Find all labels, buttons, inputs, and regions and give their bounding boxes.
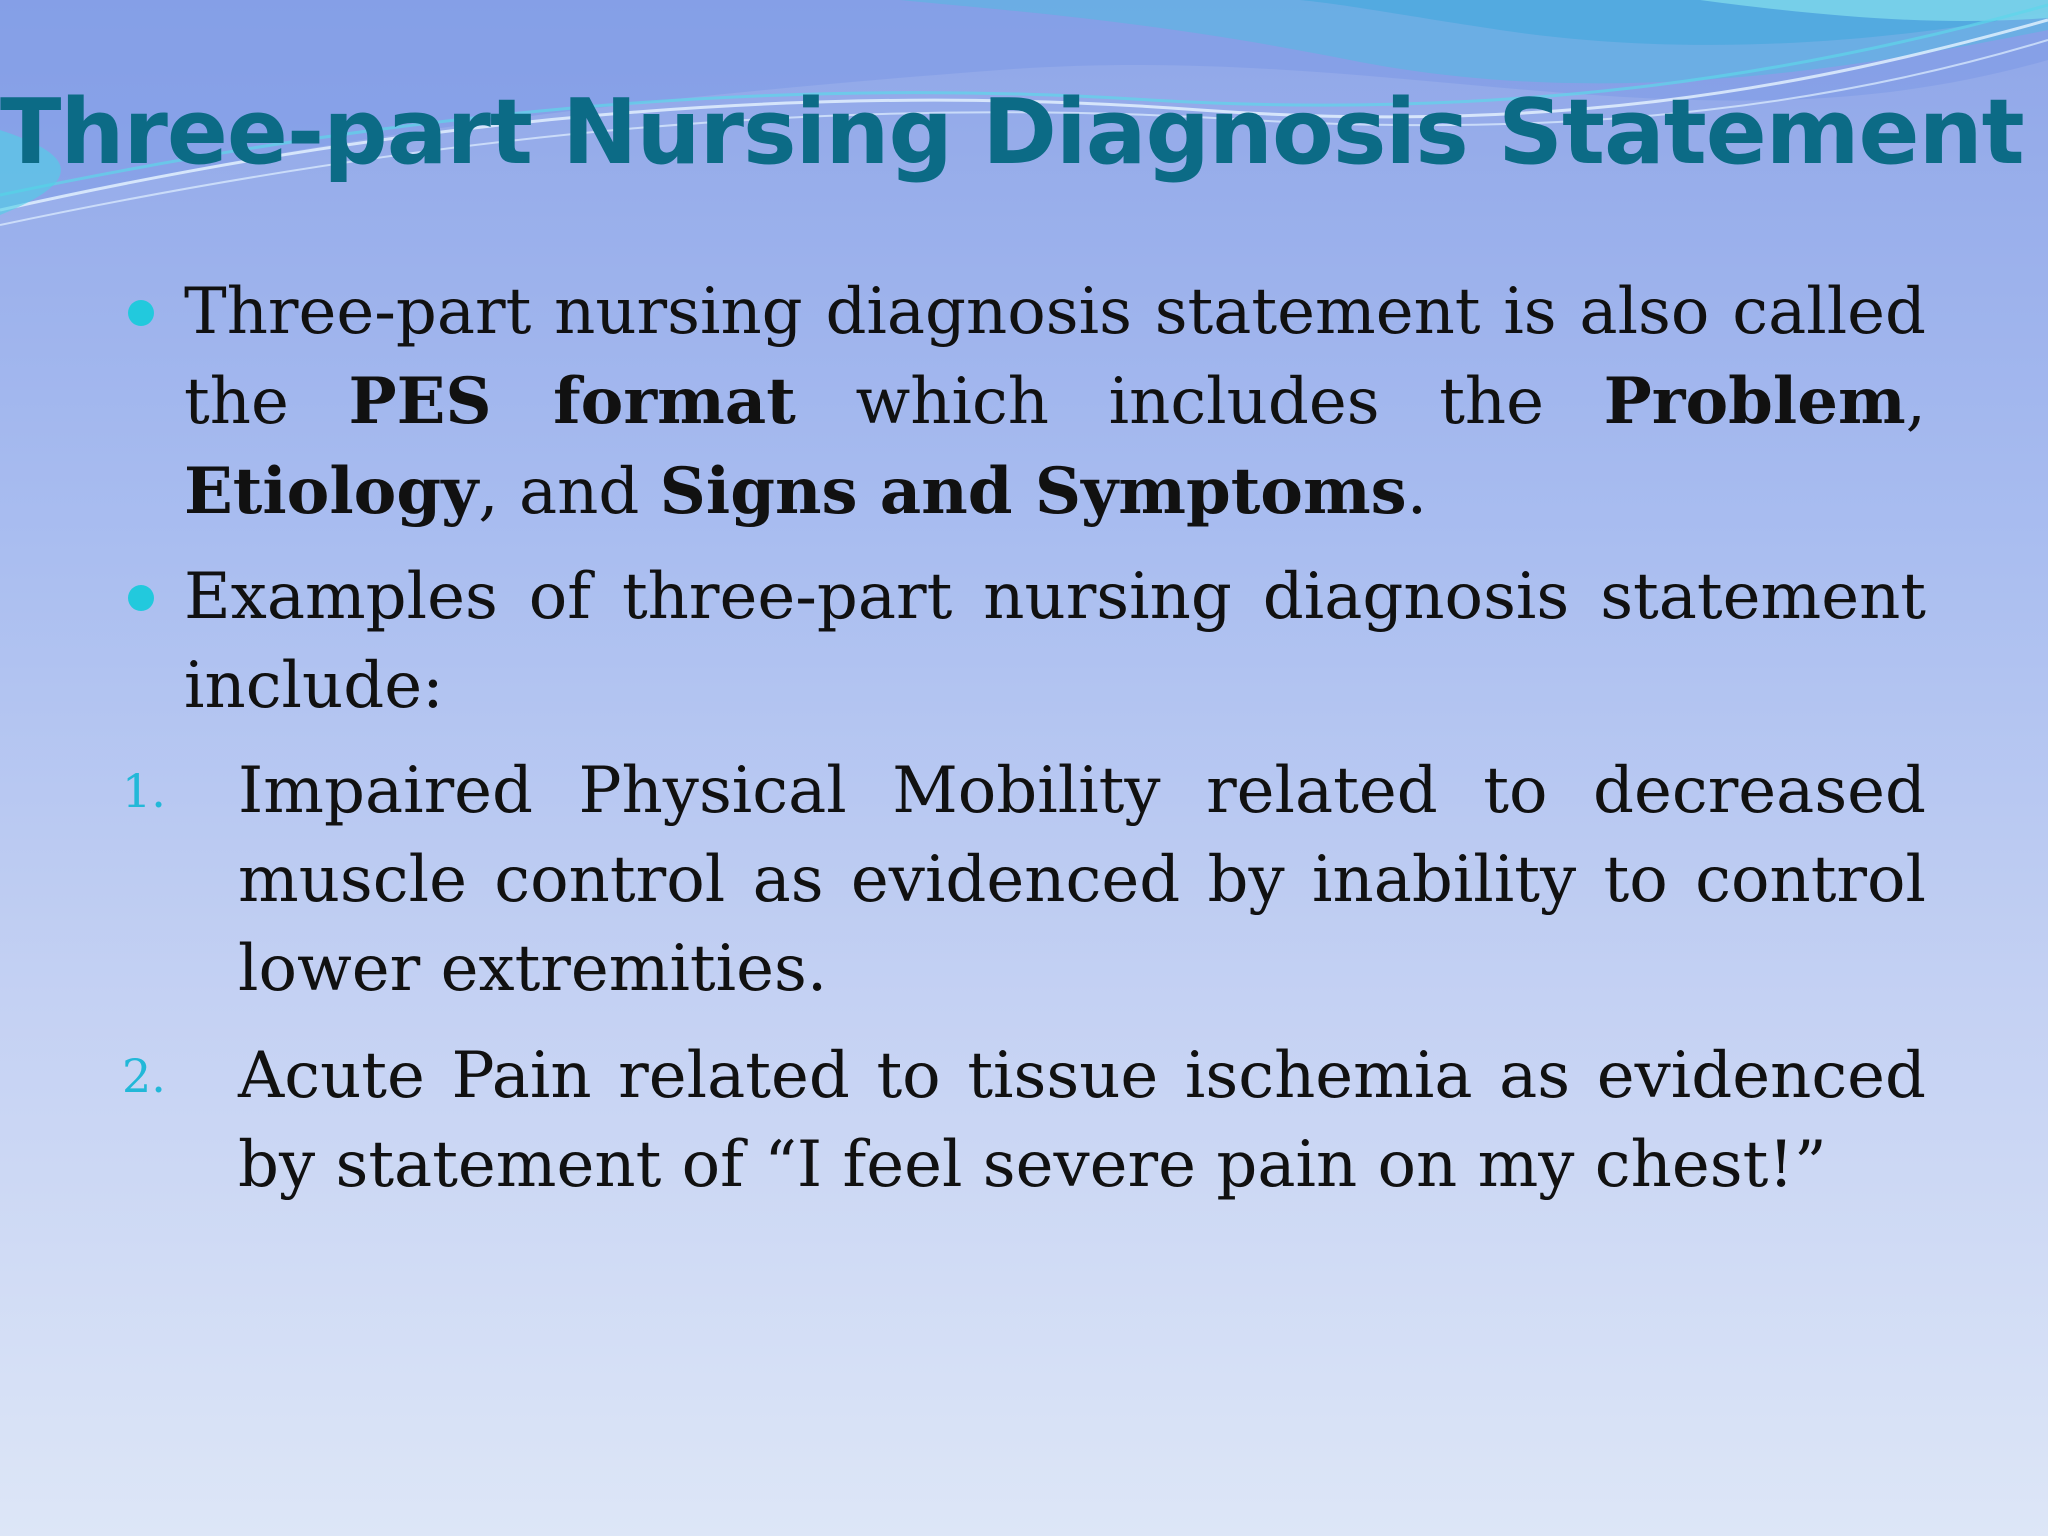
bullet-text (184, 275, 1926, 529)
bullet-icon (128, 300, 154, 326)
text-segment: , (1905, 365, 1927, 439)
item-number: 1. (122, 764, 166, 818)
bullet-item (120, 268, 1926, 537)
bold-term-problem: Problem (1603, 364, 1906, 439)
bullet-text: Examples of three-part nursing diagnosis statement include: (184, 560, 1926, 723)
numbered-item-text: Acute Pain related to tissue ischemia as evidenced by statement of “I feel severe pain on my chest!” (238, 1039, 1926, 1202)
slide-title: Three-part Nursing Diagnosis Statement (0, 80, 2024, 185)
numbered-item-text: Impaired Physical Mobility related to decreased muscle control as evidenced by inability to control lower extremities. (238, 754, 1926, 1006)
slide-body (120, 268, 1926, 1228)
item-number: 2. (122, 1049, 166, 1103)
text-segment: , and (478, 455, 660, 529)
bold-term-pes-format: PES format (348, 364, 796, 439)
bullet-icon (128, 585, 154, 611)
bold-term-signs-and-symptoms: Signs and Symptoms (659, 454, 1407, 529)
text-segment: Three-part nursing diagnosis statement is also called the (184, 275, 1926, 439)
bold-term-etiology: Etiology (184, 454, 479, 529)
bullet-item (120, 553, 1926, 731)
numbered-item (120, 747, 1926, 1014)
numbered-item (120, 1032, 1926, 1210)
text-segment: which includes the (795, 365, 1604, 439)
text-segment: . (1406, 455, 1428, 529)
